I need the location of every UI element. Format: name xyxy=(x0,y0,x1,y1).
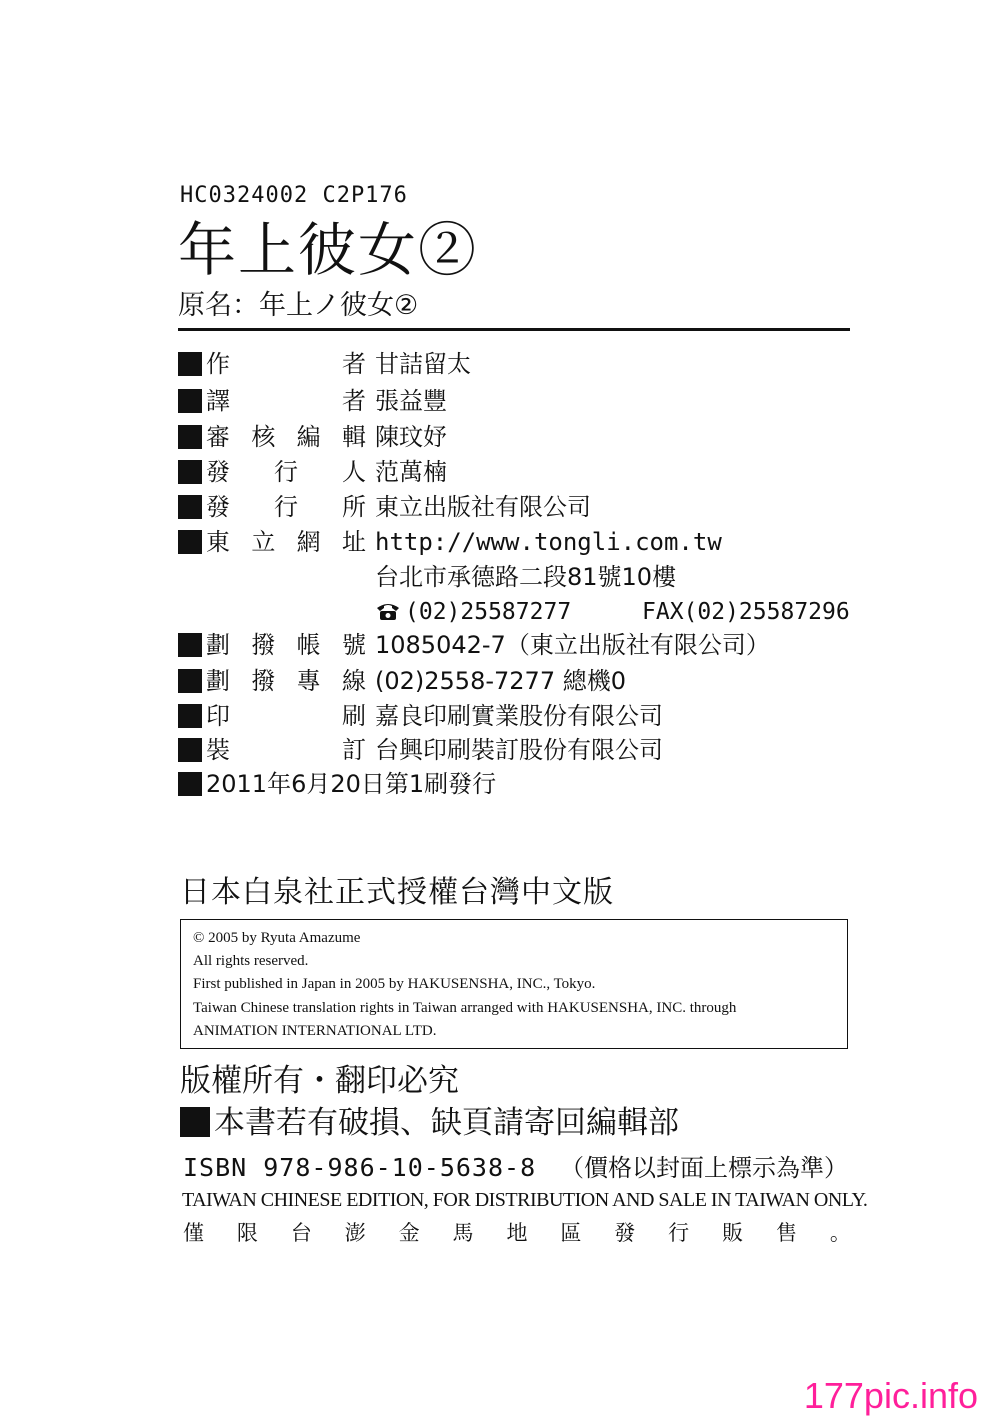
limit-char: 限 xyxy=(236,1221,258,1245)
bullet-square xyxy=(178,633,202,657)
credit-value: 陳玟妤 xyxy=(375,423,447,451)
limit-char: 販 xyxy=(722,1221,744,1245)
product-code: HC0324002 C2P176 xyxy=(180,183,408,208)
limit-char: 金 xyxy=(398,1221,420,1245)
credit-row-editor xyxy=(178,420,447,454)
bullet-square xyxy=(178,738,202,762)
book-title: 年上彼女② xyxy=(178,218,479,283)
credit-value: 1085042-7（東立出版社有限公司） xyxy=(375,631,770,659)
bullet-square xyxy=(180,1107,210,1137)
bullet-square xyxy=(178,425,202,449)
fax-number: FAX(02)25587296 xyxy=(642,599,850,625)
credit-row-hotline xyxy=(178,664,626,698)
title-divider xyxy=(178,328,850,331)
bullet-square xyxy=(178,772,202,796)
credit-value: 台興印刷裝訂股份有限公司 xyxy=(375,736,663,764)
limit-char: 售 xyxy=(775,1221,797,1245)
watermark: 177pic.info xyxy=(803,1375,978,1416)
credit-row-account xyxy=(178,628,770,662)
copyright-line: All rights reserved. xyxy=(193,953,309,969)
credit-row-publisher-person xyxy=(178,455,447,489)
edition-note: TAIWAN CHINESE EDITION, FOR DISTRIBUTION AND SALE IN TAIWAN ONLY. xyxy=(182,1189,868,1211)
copyright-line: Taiwan Chinese translation rights in Taiwan arranged with HAKUSENSHA, INC. through xyxy=(193,1000,737,1016)
limit-char: 澎 xyxy=(344,1221,366,1245)
bullet-square xyxy=(178,669,202,693)
damage-notice-row xyxy=(180,1102,679,1144)
bullet-square xyxy=(178,704,202,728)
credit-value: 東立出版社有限公司 xyxy=(375,493,591,521)
copyright-line: First published in Japan in 2005 by HAKUSENSHA, INC., Tokyo. xyxy=(193,976,596,992)
bullet-square xyxy=(178,530,202,554)
credit-value: 張益豐 xyxy=(375,387,447,415)
credit-label: 譯 者 xyxy=(206,387,366,415)
rights-notice: 版權所有・翻印必究 xyxy=(180,1063,459,1099)
telephone-icon xyxy=(375,597,401,617)
limit-char: 區 xyxy=(560,1221,582,1245)
copyright-box xyxy=(180,919,848,1049)
original-title: 原名：年上ノ彼女② xyxy=(178,290,419,321)
credit-label: 發行人 xyxy=(206,458,366,486)
copyright-line: © 2005 by Ryuta Amazume xyxy=(193,930,361,946)
phone-number: (02)25587277 xyxy=(405,599,572,625)
edition-date: 2011年6月20日第1刷發行 xyxy=(206,770,497,798)
limit-char: 。 xyxy=(829,1221,851,1245)
credit-row-binder xyxy=(178,733,663,767)
bullet-square xyxy=(178,352,202,376)
credit-label: 發行所 xyxy=(206,493,366,521)
price-note: （價格以封面上標示為準） xyxy=(560,1154,848,1182)
credit-value: 甘詰留太 xyxy=(375,350,471,378)
credit-value: 嘉良印刷實業股份有限公司 xyxy=(375,702,663,730)
limit-char: 發 xyxy=(614,1221,636,1245)
credit-label: 東立網址 xyxy=(206,528,366,556)
limit-char: 行 xyxy=(668,1221,690,1245)
credit-row-printer xyxy=(178,699,663,733)
credit-row-author xyxy=(178,347,471,381)
limit-char: 馬 xyxy=(452,1221,474,1245)
authorization-banner: 日本白泉社正式授權台灣中文版 xyxy=(180,875,614,910)
limit-char: 台 xyxy=(290,1221,312,1245)
bullet-square xyxy=(178,495,202,519)
copyright-line: ANIMATION INTERNATIONAL LTD. xyxy=(193,1023,437,1039)
distribution-limit xyxy=(183,1218,851,1248)
credit-row-website xyxy=(178,525,722,559)
credit-row-translator xyxy=(178,384,447,418)
credit-label: 裝 訂 xyxy=(206,736,366,764)
credit-label: 作 者 xyxy=(206,350,366,378)
edition-date-row xyxy=(178,767,496,801)
credit-row-publisher xyxy=(178,490,591,524)
bullet-square xyxy=(178,389,202,413)
damage-notice: 本書若有破損、缺頁請寄回編輯部 xyxy=(214,1105,679,1141)
limit-char: 地 xyxy=(506,1221,528,1245)
credit-label: 劃撥帳號 xyxy=(206,631,366,659)
credit-value: (02)2558-7277 總機0 xyxy=(375,667,626,695)
website-link[interactable]: http://www.tongli.com.tw xyxy=(375,528,722,556)
credit-label: 劃撥專線 xyxy=(206,667,366,695)
bullet-square xyxy=(178,460,202,484)
credit-label: 審核編輯 xyxy=(206,423,366,451)
address-text: 台北市承德路二段81號10樓 xyxy=(375,563,677,591)
isbn: ISBN 978-986-10-5638-8 xyxy=(183,1153,537,1182)
credit-label: 印 刷 xyxy=(206,702,366,730)
limit-char: 僅 xyxy=(183,1221,204,1245)
credit-value: 范萬楠 xyxy=(375,458,447,486)
